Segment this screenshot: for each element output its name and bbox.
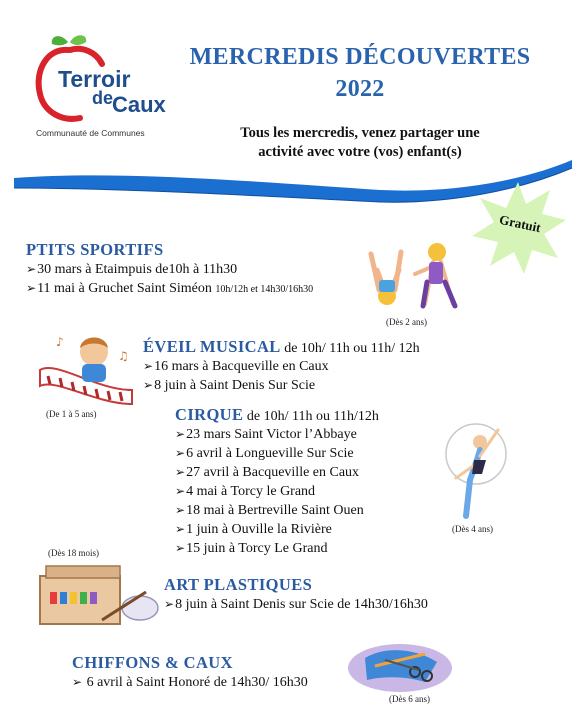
list-item bbox=[175, 539, 328, 558]
section-title-musical bbox=[143, 337, 420, 357]
gratuit-badge bbox=[468, 180, 568, 275]
page-title: MERCREDIS DÉCOUVERTES bbox=[189, 44, 531, 70]
item-text: 8 juin à Saint Denis sur Scie de 14h30/16h30 bbox=[175, 597, 428, 612]
item-text: 4 mai à Torcy le Grand bbox=[186, 484, 316, 499]
list-item bbox=[175, 520, 332, 539]
fabric-scissors-illustration bbox=[345, 636, 455, 696]
arrow-bullet-icon: ➢ bbox=[175, 541, 186, 555]
list-item bbox=[175, 463, 359, 482]
logo-tagline: Communauté de Communes bbox=[36, 128, 145, 138]
arrow-bullet-icon: ➢ bbox=[175, 427, 186, 441]
arrow-bullet-icon: ➢ bbox=[175, 484, 186, 498]
section-title-sportifs: PTITS SPORTIFS bbox=[26, 240, 164, 259]
arrow-bullet-icon: ➢ bbox=[175, 522, 186, 536]
item-text: 30 mars à Etaimpuis de10h à 11h30 bbox=[37, 262, 238, 277]
list-item bbox=[164, 595, 428, 614]
item-text: 8 juin à Saint Denis Sur Scie bbox=[154, 378, 316, 393]
arrow-bullet-icon: ➢ bbox=[26, 281, 37, 295]
item-text: 6 avril à Longueville Sur Scie bbox=[186, 446, 354, 461]
age-label-art: (Dès 18 mois) bbox=[48, 548, 99, 558]
list-item bbox=[175, 482, 315, 501]
gratuit-label: Gratuit bbox=[498, 211, 543, 236]
kids-gymnastics-illustration bbox=[365, 234, 465, 314]
circus-dancer-illustration bbox=[440, 420, 510, 520]
arrow-bullet-icon: ➢ bbox=[175, 465, 186, 479]
item-text: 6 avril à Saint Honoré de 14h30/ 16h30 bbox=[86, 675, 308, 690]
musical-title: ÉVEIL MUSICAL bbox=[143, 337, 281, 356]
item-text: 15 juin à Torcy Le Grand bbox=[186, 541, 328, 556]
age-label-cirque: (Dès 4 ans) bbox=[452, 524, 493, 534]
section-title-art: ART PLASTIQUES bbox=[164, 575, 313, 594]
subtitle-line1: Tous les mercredis, venez partager une bbox=[240, 125, 480, 141]
arrow-bullet-icon: ➢ bbox=[143, 378, 154, 392]
list-item bbox=[26, 260, 237, 279]
item-text: 27 avril à Bacqueville en Caux bbox=[186, 465, 360, 480]
arrow-bullet-icon: ➢ bbox=[143, 359, 154, 373]
arrow-bullet-icon: ➢ bbox=[175, 446, 186, 460]
list-item bbox=[26, 279, 313, 299]
item-text: 18 mai à Bertreville Saint Ouen bbox=[186, 503, 364, 518]
section-title-cirque bbox=[175, 405, 379, 425]
item-text: 23 mars Saint Victor l’Abbaye bbox=[186, 427, 357, 442]
item-hours-small: 10h/12h et 14h30/16h30 bbox=[215, 284, 314, 295]
logo-line1: Terroir bbox=[58, 66, 131, 92]
arrow-bullet-icon: ➢ bbox=[175, 503, 186, 517]
list-item bbox=[143, 376, 315, 395]
arrow-bullet-icon: ➢ bbox=[72, 675, 83, 689]
arrow-bullet-icon: ➢ bbox=[26, 262, 37, 276]
musical-hours: de 10h/ 11h ou 11h/ 12h bbox=[280, 341, 420, 356]
item-text: 11 mai à Gruchet Saint Siméon bbox=[37, 281, 216, 296]
list-item bbox=[175, 425, 357, 444]
logo-line2: de bbox=[92, 88, 114, 108]
list-item bbox=[72, 673, 308, 692]
list-item bbox=[175, 444, 354, 463]
item-text: 16 mars à Bacqueville en Caux bbox=[154, 359, 329, 374]
cirque-hours: de 10h/ 11h ou 11h/12h bbox=[243, 409, 379, 424]
section-title-chiffons: CHIFFONS & CAUX bbox=[72, 653, 233, 672]
svg-text:♪: ♪ bbox=[56, 335, 64, 349]
age-label-chiffons: (Dès 6 ans) bbox=[389, 694, 430, 704]
age-label-sportifs: (Dès 2 ans) bbox=[386, 317, 427, 327]
list-item bbox=[143, 357, 329, 376]
list-item bbox=[175, 501, 364, 520]
item-text: 1 juin à Ouville la Rivière bbox=[186, 522, 332, 537]
arrow-bullet-icon: ➢ bbox=[164, 597, 175, 611]
age-label-musical: (De 1 à 5 ans) bbox=[46, 409, 97, 419]
child-piano-illustration bbox=[36, 330, 136, 408]
logo-line3: Caux bbox=[112, 92, 166, 117]
svg-text:♫: ♫ bbox=[118, 349, 129, 363]
cirque-title: CIRQUE bbox=[175, 405, 244, 424]
subtitle-line2: activité avec votre (vos) enfant(s) bbox=[258, 144, 462, 160]
page-year: 2022 bbox=[335, 76, 385, 102]
paint-box-illustration bbox=[36, 562, 161, 634]
